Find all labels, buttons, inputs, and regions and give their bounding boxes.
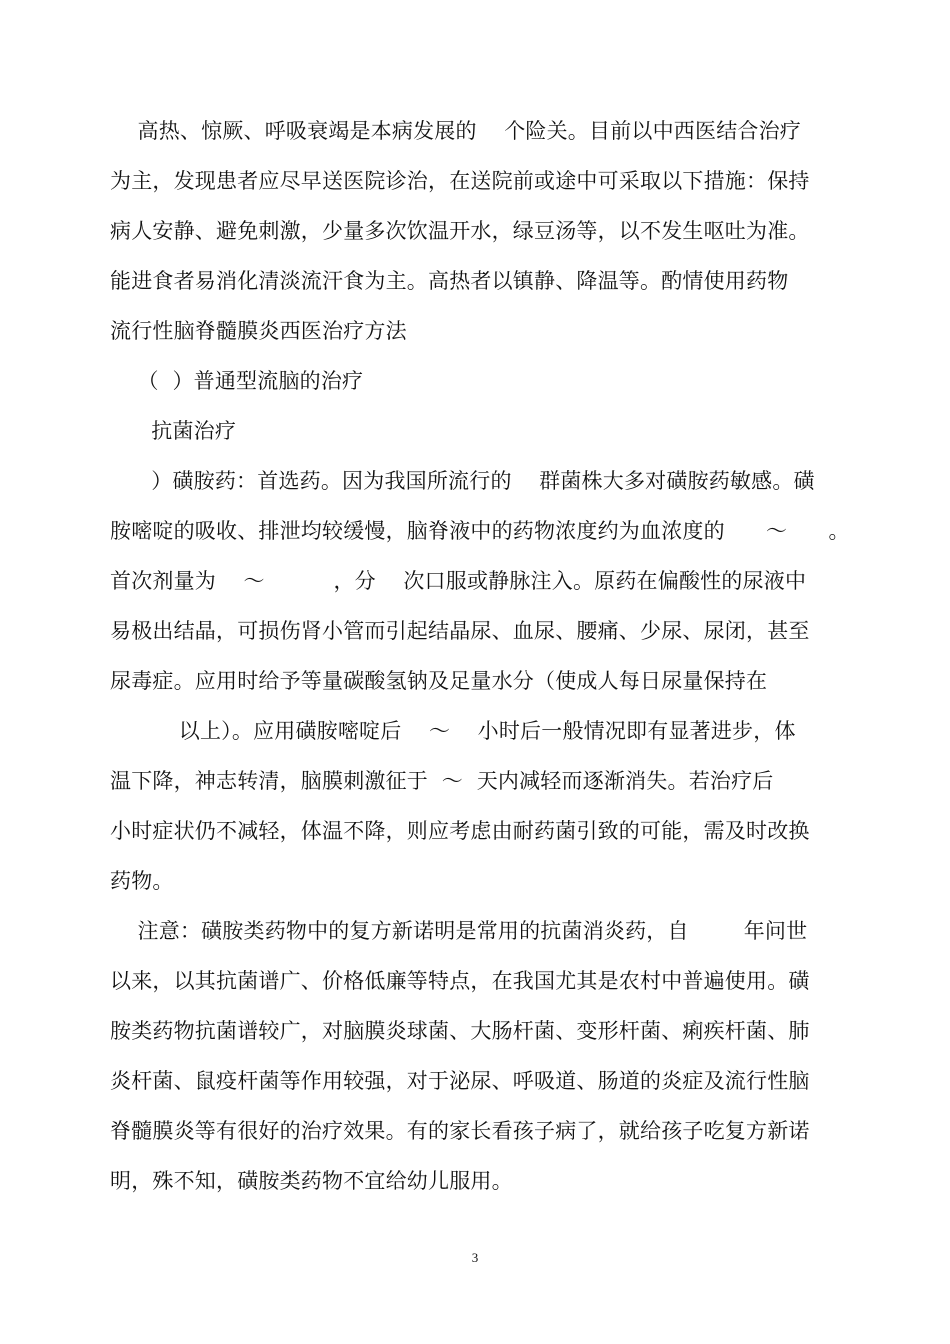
text-line: 脊髓膜炎等有很好的治疗效果。有的家长看孩子病了，就给孩子吃复方新诺 (110, 1119, 810, 1143)
text-line: 易极出结晶，可损伤肾小管而引起结晶尿、血尿、腰痛、少尿、尿闭，甚至 (110, 619, 810, 643)
text-line: 尿毒症。应用时给予等量碳酸氢钠及足量水分（使成人每日尿量保持在 (110, 669, 768, 693)
subsection-heading: 抗菌治疗 (110, 419, 237, 443)
text-line: 以上）。应用磺胺嘧啶后 ～ 小时后一般情况即有显著进步，体 (110, 719, 796, 743)
text-line: 病人安静、避免刺激，少量多次饮温开水，绿豆汤等，以不发生呕吐为准。 (110, 219, 810, 243)
text-line: 炎杆菌、鼠疫杆菌等作用较强，对于泌尿、呼吸道、肠道的炎症及流行性脑 (110, 1069, 810, 1093)
text-line: 以来，以其抗菌谱广、价格低廉等特点，在我国尤其是农村中普遍使用。磺 (110, 969, 810, 993)
text-line: 胺类药物抗菌谱较广，对脑膜炎球菌、大肠杆菌、变形杆菌、痢疾杆菌、肺 (110, 1019, 810, 1043)
text-line: 注意：磺胺类药物中的复方新诺明是常用的抗菌消炎药，自 年问世 (110, 919, 808, 943)
text-line: 胺嘧啶的吸收、排泄均较缓慢，脑脊液中的药物浓度约为血浓度的 ～ 。 (110, 519, 850, 543)
page-number: 3 (471, 1250, 479, 1265)
subsection-heading: （ ）普通型流脑的治疗 (110, 369, 364, 393)
text-line: 首次剂量为 ～ ，分 次口服或静脉注入。原药在偏酸性的尿液中 (110, 569, 807, 593)
text-line: 药物。 (110, 869, 174, 893)
section-heading: 流行性脑脊髓膜炎西医治疗方法 (110, 319, 407, 343)
text-line: 为主，发现患者应尽早送医院诊治，在送院前或途中可采取以下措施：保持 (110, 169, 810, 193)
text-line: 能进食者易消化清淡流汗食为主。高热者以镇静、降温等。酌情使用药物 (110, 269, 789, 293)
text-line: 小时症状仍不减轻，体温不降，则应考虑由耐药菌引致的可能，需及时改换 (110, 819, 810, 843)
text-line: 温下降，神志转清，脑膜刺激征于 ～ 天内减轻而逐渐消失。若治疗后 (110, 769, 774, 793)
text-line: ）磺胺药：首选药。因为我国所流行的 群菌株大多对磺胺药敏感。磺 (110, 469, 815, 493)
text-line: 明，殊不知，磺胺类药物不宜给幼儿服用。 (110, 1169, 513, 1193)
text-line: 高热、惊厥、呼吸衰竭是本病发展的 个险关。目前以中西医结合治疗 (110, 119, 801, 143)
